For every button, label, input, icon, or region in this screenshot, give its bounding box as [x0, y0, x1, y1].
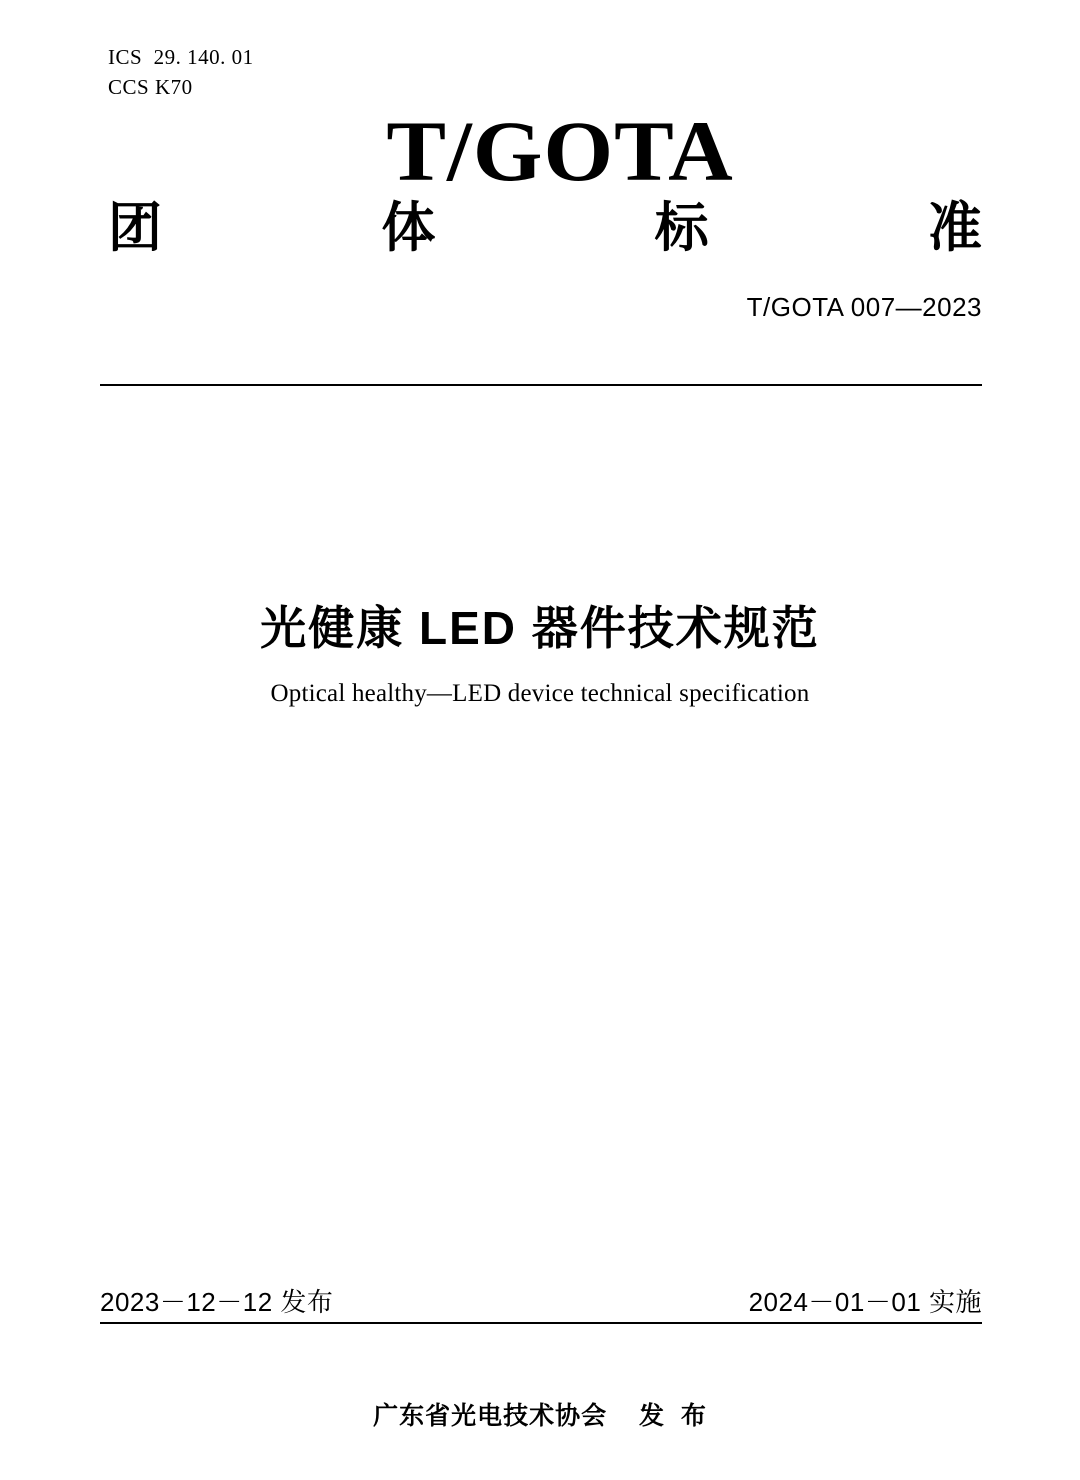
ccs-code: CCS K70	[108, 75, 193, 99]
release-date: 2023－12－12 发布	[100, 1287, 334, 1317]
logo-text: T/GOTA	[386, 103, 734, 199]
page-subtitle-english: Optical healthy—LED device technical specification	[270, 680, 810, 707]
classification-codes	[108, 42, 254, 102]
publisher-name: 广东省光电技术协会 发 布	[373, 1402, 707, 1430]
page-title: 光健康 LED 器件技术规范	[260, 602, 820, 654]
series-char-4: 准	[927, 198, 982, 258]
header-divider	[100, 384, 982, 386]
implementation-date: 2024－01－01 实施	[748, 1287, 982, 1317]
series-char-3: 标	[654, 198, 709, 258]
footer-divider	[100, 1322, 982, 1324]
series-char-1: 团	[108, 198, 162, 258]
standard-number: T/GOTA 007—2023	[746, 292, 982, 322]
series-char-2: 体	[381, 198, 436, 258]
date-row	[100, 1282, 982, 1319]
series-title	[108, 196, 982, 261]
ics-code: ICS 29. 140. 01	[108, 45, 254, 69]
organization-logo	[0, 103, 1080, 199]
